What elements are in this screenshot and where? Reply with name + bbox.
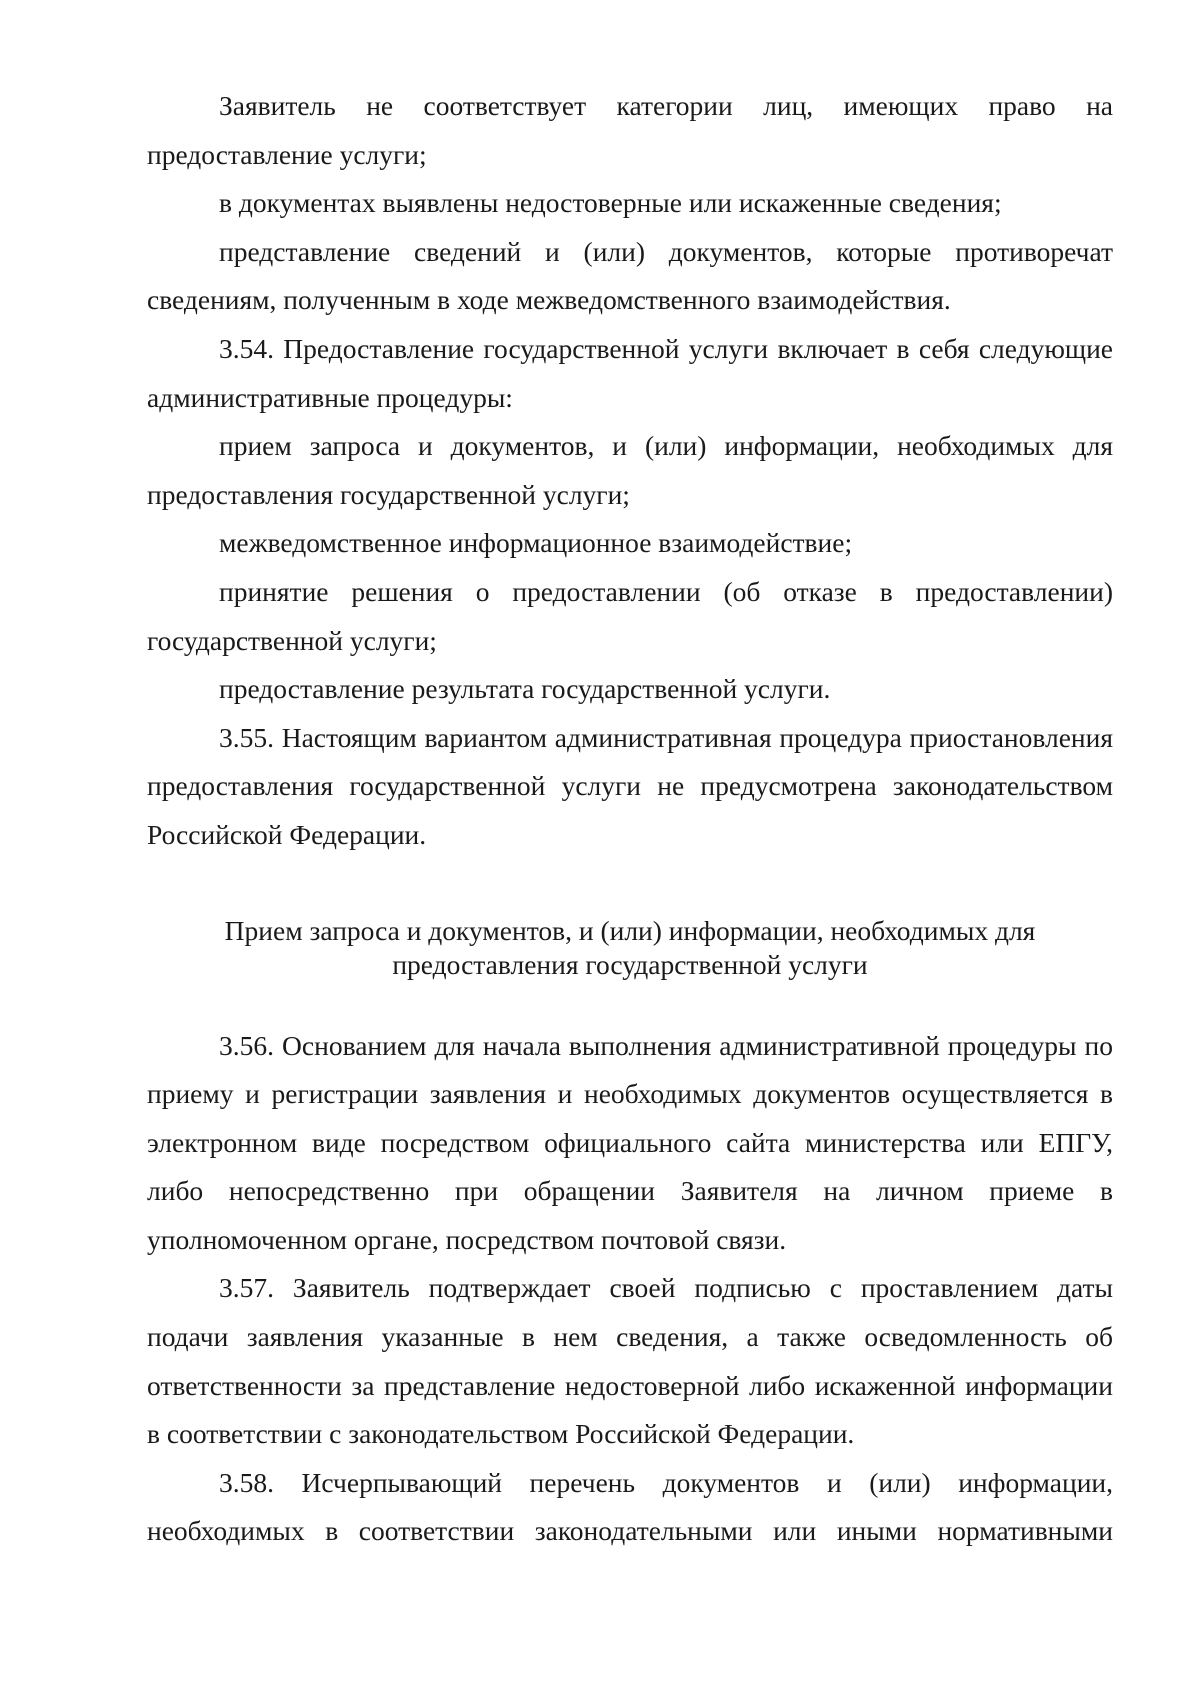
- paragraph-applicant-category: Заявитель не соответствует категории лиц, имеющих право на предоставление услуги;: [147, 90, 1113, 170]
- paragraph-procedure-decision: принятие решения о предоставлении (об отказе в предоставлении) государственной услуги;: [147, 575, 1113, 656]
- paragraph-procedure-result: предоставление результата государственной услуги.: [219, 673, 831, 705]
- paragraph-3-54: 3.54. Предоставление государственной услуги включает в себя следующие административные процедуры:: [147, 332, 1113, 413]
- paragraph-procedure-interagency: межведомственное информационное взаимодействие;: [219, 527, 853, 559]
- paragraph-unreliable-info: в документах выявлены недостоверные или искаженные сведения;: [219, 187, 1002, 219]
- paragraph-contradicting-info: представление сведений и (или) документов, которые противоречат сведениям, полученным в ходе межведомственного взаимодействия.: [147, 235, 1113, 316]
- paragraph-3-57: 3.57. Заявитель подтверждает своей подписью с проставлением даты подачи заявления указанные в нем сведения, а также осведомленность об ответственности за представление недостоверной либо искаженной информации в соответствии с законодательством Российской Федерации.: [147, 1272, 1113, 1450]
- paragraph-3-58: 3.58. Исчерпывающий перечень документов и (или) информации, необходимых в соответствии законодательными или иными нормативными: [147, 1466, 1113, 1547]
- paragraph-3-55: 3.55. Настоящим вариантом административная процедура приостановления предоставления государственной услуги не предусмотрена законодательством Российской Федерации.: [147, 721, 1113, 850]
- paragraph-procedure-reception: прием запроса и документов, и (или) информации, необходимых для предоставления государственной услуги;: [147, 430, 1113, 510]
- document-page: [147, 82, 1113, 1556]
- paragraph-3-56: 3.56. Основанием для начала выполнения административной процедуры по приему и регистрации заявления и необходимых документов осуществляется в электронном виде посредством официального сайта министерства или ЕПГУ, либо непосредственно при обращении Заявителя на личном приеме в уполномоченном органе, посредством почтовой связи.: [147, 1029, 1113, 1255]
- section-heading: Прием запроса и документов, и (или) информации, необходимых для предоставления государственной услуги: [224, 914, 1036, 980]
